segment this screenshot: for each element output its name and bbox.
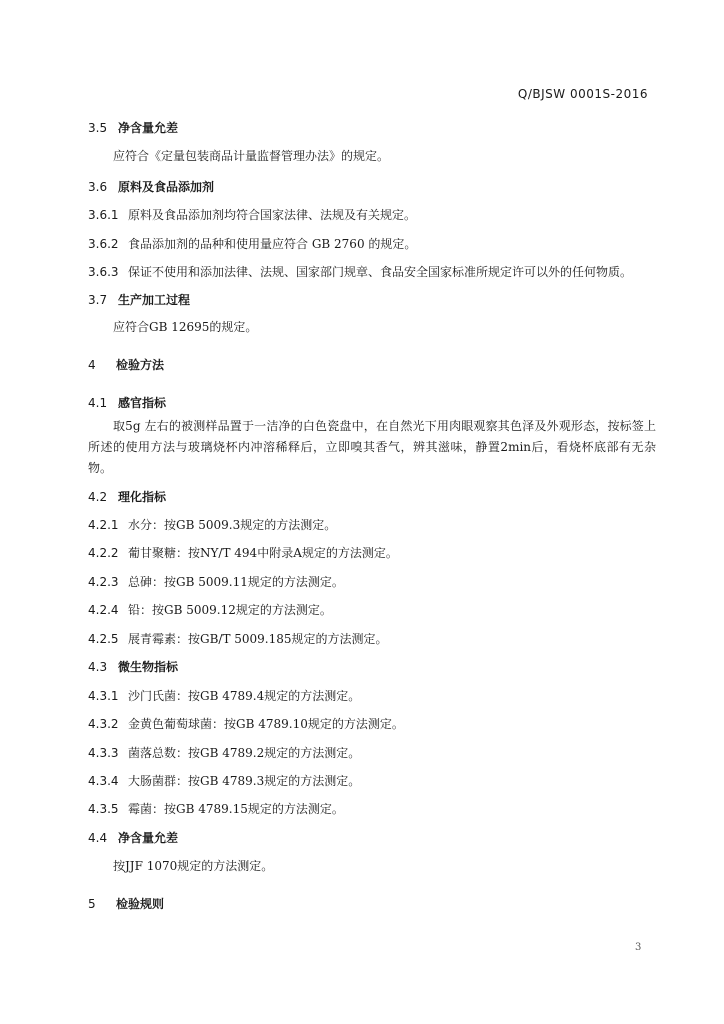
clause-4-3-2 bbox=[88, 716, 404, 732]
clause-4-2-1 bbox=[88, 517, 336, 533]
clause-text: 大肠菌群：按GB 4789.3规定的方法测定。 bbox=[128, 774, 361, 788]
paragraph-sensory-method: 取5g 左右的被测样品置于一洁净的白色瓷盘中，在自然光下用肉眼观察其色泽及外观形态，按标签上所述的使用方法与玻璃烧杯内冲溶稀释后，立即嗅其香气，辨其滋味，静置2min后，看烧杯底部有无杂物。 bbox=[88, 419, 656, 475]
section-number: 4 bbox=[88, 358, 96, 372]
clause-text: 总砷：按GB 5009.11规定的方法测定。 bbox=[128, 575, 344, 589]
clause-4-2-3 bbox=[88, 574, 344, 590]
clause-text: 金黄色葡萄球菌：按GB 4789.10规定的方法测定。 bbox=[128, 717, 404, 731]
section-title: 净含量允差 bbox=[118, 121, 179, 135]
body-text: 应符合GB 12695的规定。 bbox=[113, 320, 258, 334]
clause-number: 3.6.2 bbox=[88, 237, 119, 251]
clause-number: 4.3.4 bbox=[88, 774, 119, 788]
clause-text: 水分：按GB 5009.3规定的方法测定。 bbox=[128, 518, 337, 532]
clause-number: 3.6.1 bbox=[88, 208, 119, 222]
clause-number: 4.2.4 bbox=[88, 603, 119, 617]
clause-text: 霉菌：按GB 4789.15规定的方法测定。 bbox=[128, 802, 344, 816]
section-number: 4.2 bbox=[88, 490, 108, 504]
section-heading-4-1 bbox=[88, 395, 166, 411]
body-text: 应符合《定量包装商品计量监督管理办法》的规定。 bbox=[113, 149, 390, 163]
clause-3-6-2 bbox=[88, 236, 416, 252]
clause-4-2-5 bbox=[88, 631, 388, 647]
section-title: 检验规则 bbox=[116, 897, 165, 911]
clause-text: 沙门氏菌：按GB 4789.4规定的方法测定。 bbox=[128, 689, 361, 703]
clause-number: 4.2.1 bbox=[88, 518, 119, 532]
section-title: 检验方法 bbox=[116, 358, 165, 372]
section-title: 理化指标 bbox=[118, 490, 167, 504]
section-number: 4.3 bbox=[88, 660, 108, 674]
clause-number: 4.3.5 bbox=[88, 802, 119, 816]
clause-3-6-3 bbox=[88, 264, 632, 280]
section-number: 3.5 bbox=[88, 121, 108, 135]
clause-4-3-4 bbox=[88, 773, 360, 789]
clause-number: 4.3.3 bbox=[88, 746, 119, 760]
section-number: 5 bbox=[88, 897, 96, 911]
page-number: 3 bbox=[635, 942, 642, 953]
clause-text: 展青霉素：按GB/T 5009.185规定的方法测定。 bbox=[128, 632, 388, 646]
clause-number: 4.3.2 bbox=[88, 717, 119, 731]
section-title: 生产加工过程 bbox=[118, 293, 191, 307]
clause-text: 食品添加剂的品种和使用量应符合 GB 2760 的规定。 bbox=[128, 237, 417, 251]
section-number: 4.4 bbox=[88, 831, 108, 845]
section-heading-5 bbox=[88, 896, 164, 912]
clause-number: 4.2.2 bbox=[88, 546, 119, 560]
section-title: 感官指标 bbox=[118, 396, 167, 410]
section-title: 原料及食品添加剂 bbox=[118, 180, 215, 194]
clause-number: 4.2.3 bbox=[88, 575, 119, 589]
section-heading-4 bbox=[88, 357, 164, 373]
clause-4-3-3 bbox=[88, 745, 360, 761]
section-heading-3-6 bbox=[88, 179, 214, 195]
clause-text: 原料及食品添加剂均符合国家法律、法规及有关规定。 bbox=[128, 208, 417, 222]
section-heading-3-5 bbox=[88, 120, 178, 136]
clause-4-2-2 bbox=[88, 545, 398, 561]
clause-text: 保证不使用和添加法律、法规、国家部门规章、食品安全国家标准所规定许可以外的任何物质。 bbox=[128, 265, 633, 279]
section-title: 微生物指标 bbox=[118, 660, 179, 674]
clause-number: 4.3.1 bbox=[88, 689, 119, 703]
section-title: 净含量允差 bbox=[118, 831, 179, 845]
clause-text: 菌落总数：按GB 4789.2规定的方法测定。 bbox=[128, 746, 361, 760]
clause-number: 4.2.5 bbox=[88, 632, 119, 646]
body-text: 按JJF 1070规定的方法测定。 bbox=[113, 859, 274, 873]
section-number: 3.6 bbox=[88, 180, 108, 194]
section-heading-4-2 bbox=[88, 489, 166, 505]
clause-text: 铅：按GB 5009.12规定的方法测定。 bbox=[128, 603, 332, 617]
clause-4-2-4 bbox=[88, 602, 332, 618]
clause-3-6-1 bbox=[88, 207, 416, 223]
clause-4-3-1 bbox=[88, 688, 360, 704]
section-heading-3-7 bbox=[88, 292, 190, 308]
standard-code: Q/BJSW 0001S-2016 bbox=[517, 87, 648, 101]
clause-number: 3.6.3 bbox=[88, 265, 119, 279]
section-number: 4.1 bbox=[88, 396, 108, 410]
section-heading-4-3 bbox=[88, 659, 178, 675]
clause-4-3-5 bbox=[88, 801, 344, 817]
clause-text: 葡甘聚糖：按NY/T 494中附录A规定的方法测定。 bbox=[128, 546, 398, 560]
section-heading-4-4 bbox=[88, 830, 178, 846]
section-number: 3.7 bbox=[88, 293, 108, 307]
